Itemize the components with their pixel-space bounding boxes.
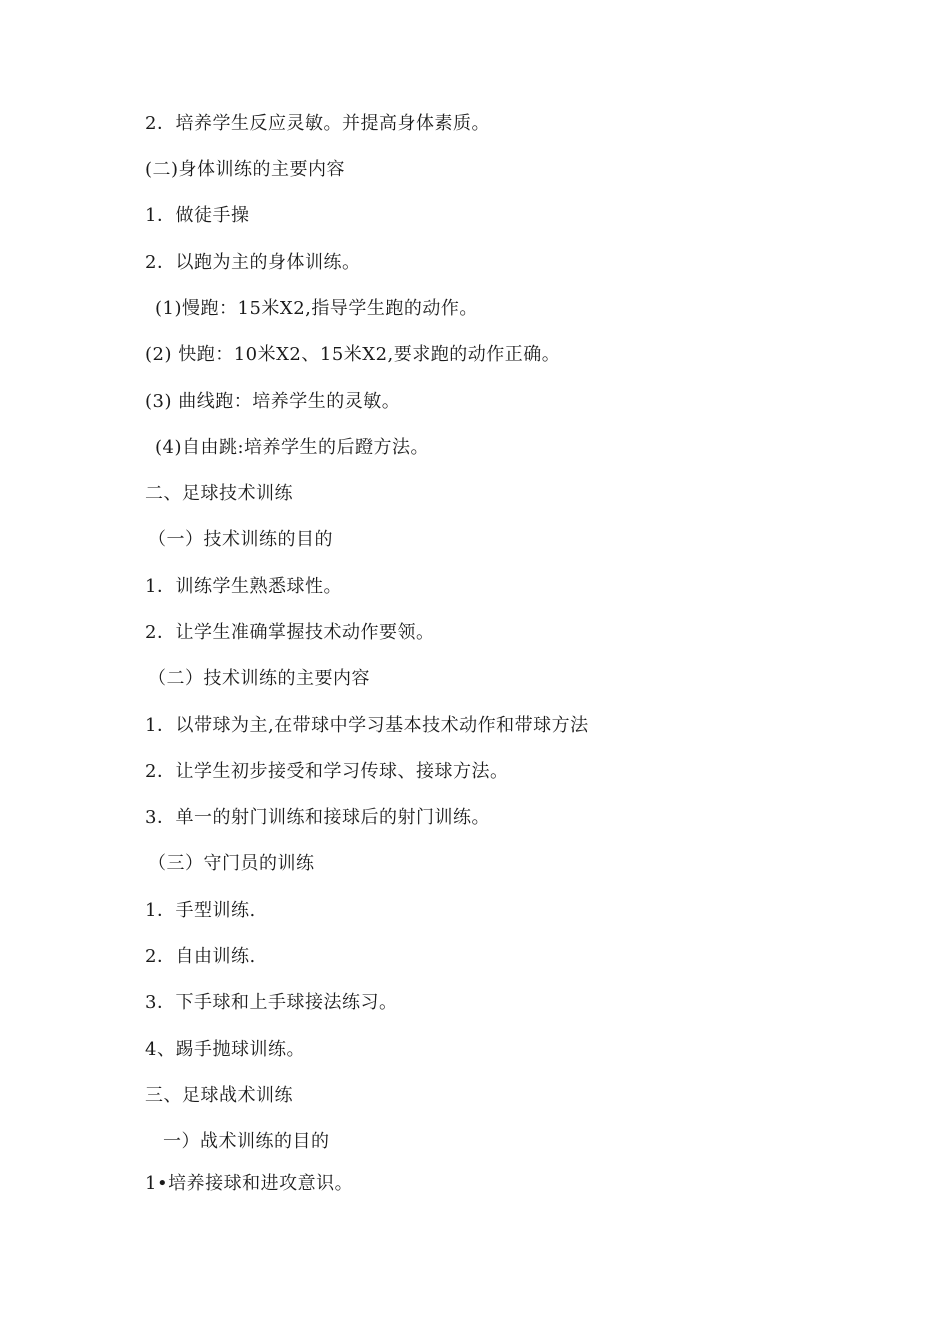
text-line: (1)慢跑：15米X2,指导学生跑的动作。 — [155, 298, 478, 319]
text-line: 1．手型训练. — [145, 900, 256, 921]
subsection-heading: （二）技术训练的主要内容 — [148, 668, 370, 689]
text-line: (4)自由跳:培养学生的后蹬方法。 — [155, 437, 430, 458]
text-line: 1．做徒手操 — [145, 205, 250, 226]
text-line: 2．自由训练. — [145, 946, 256, 967]
text-line: 2．让学生准确掌握技术动作要领。 — [145, 622, 435, 643]
section-heading: 二、足球技术训练 — [145, 483, 293, 504]
subsection-heading: 一）战术训练的目的 — [163, 1131, 330, 1152]
subsection-heading: （三）守门员的训练 — [148, 853, 315, 874]
text-line: 2．让学生初步接受和学习传球、接球方法。 — [145, 761, 509, 782]
text-line: 2．以跑为主的身体训练。 — [145, 252, 361, 273]
text-line: (2) 快跑：10米X2、15米X2,要求跑的动作正确。 — [145, 344, 561, 365]
text-line: 3．单一的射门训练和接球后的射门训练。 — [145, 807, 490, 828]
subsection-heading: （一）技术训练的目的 — [148, 529, 333, 550]
text-line: 1．以带球为主,在带球中学习基本技术动作和带球方法 — [145, 715, 589, 736]
text-line: 4、踢手抛球训练。 — [145, 1039, 305, 1060]
text-line: 2．培养学生反应灵敏。并提高身体素质。 — [145, 113, 490, 134]
text-line: 1．训练学生熟悉球性。 — [145, 576, 342, 597]
section-heading: (二)身体训练的主要内容 — [145, 159, 346, 180]
text-line: 3．下手球和上手球接法练习。 — [145, 992, 398, 1013]
text-line: 1•培养接球和进攻意识。 — [145, 1173, 354, 1194]
section-heading: 三、足球战术训练 — [145, 1085, 293, 1106]
text-line: (3) 曲线跑：培养学生的灵敏。 — [145, 391, 401, 412]
